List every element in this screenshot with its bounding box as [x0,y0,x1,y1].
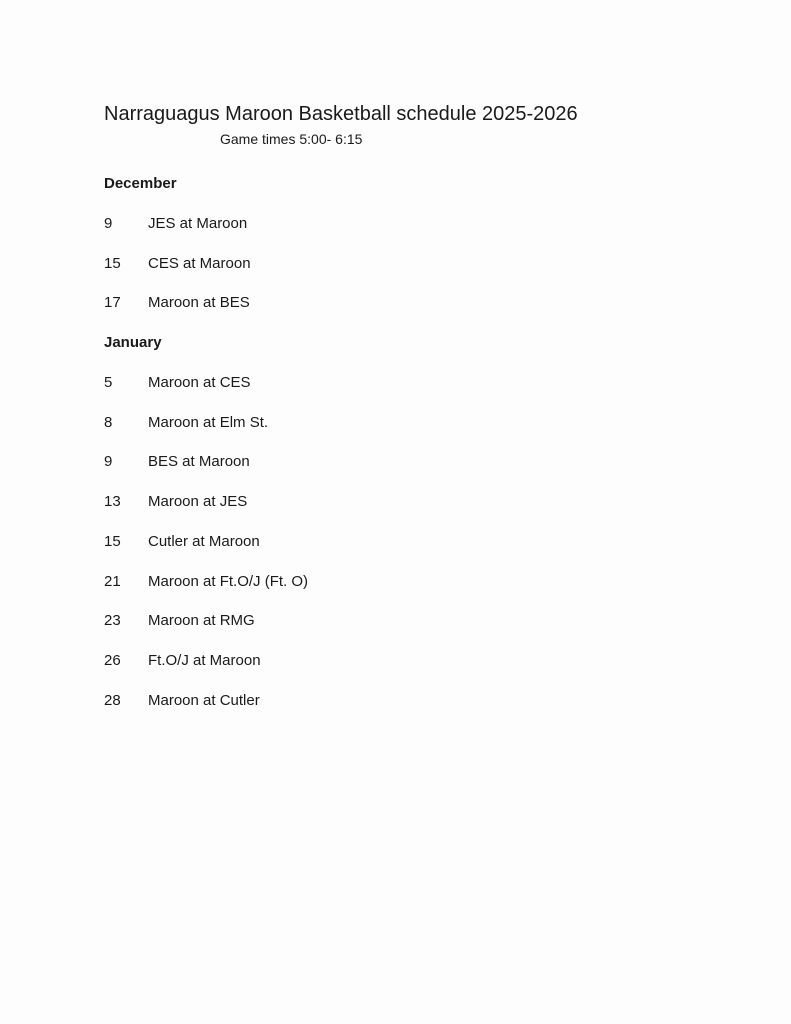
game-matchup: Ft.O/J at Maroon [148,652,261,669]
game-row [104,562,604,602]
game-row [104,283,604,323]
game-matchup: Maroon at Ft.O/J (Ft. O) [148,572,309,590]
game-times: Game times 5:00- 6:15 [220,131,363,147]
game-day: 26 [104,652,121,669]
game-day: 9 [104,214,113,232]
game-day: 8 [104,413,113,431]
game-row [104,204,604,244]
month-heading: December [104,175,177,192]
game-day: 17 [104,294,121,312]
schedule-list [104,164,604,721]
game-matchup: BES at Maroon [148,453,250,471]
game-matchup: Maroon at CES [148,373,251,391]
game-day: 23 [104,612,121,630]
game-matchup: Maroon at RMG [148,612,255,630]
game-row [104,522,604,562]
game-row [104,403,604,443]
game-day: 9 [104,453,113,471]
game-row [104,442,604,482]
game-matchup: JES at Maroon [148,214,248,232]
game-day: 15 [104,254,121,272]
month-heading: January [104,334,162,351]
game-row [104,601,604,641]
game-matchup: Cutler at Maroon [148,532,260,550]
game-matchup: CES at Maroon [148,254,251,272]
game-day: 15 [104,532,121,550]
game-row [104,363,604,403]
game-row [104,681,604,721]
game-matchup: Maroon at BES [148,294,250,312]
game-row [104,244,604,284]
game-matchup: Maroon at JES [148,493,248,510]
game-day: 21 [104,572,121,590]
game-row [104,482,604,522]
game-day: 5 [104,373,113,391]
page-title: Narraguagus Maroon Basketball schedule 2025-2026 [104,103,578,125]
game-day: 28 [104,691,121,709]
game-row [104,641,604,681]
game-day: 13 [104,493,121,510]
game-matchup: Maroon at Cutler [148,691,260,709]
game-matchup: Maroon at Elm St. [148,413,269,431]
